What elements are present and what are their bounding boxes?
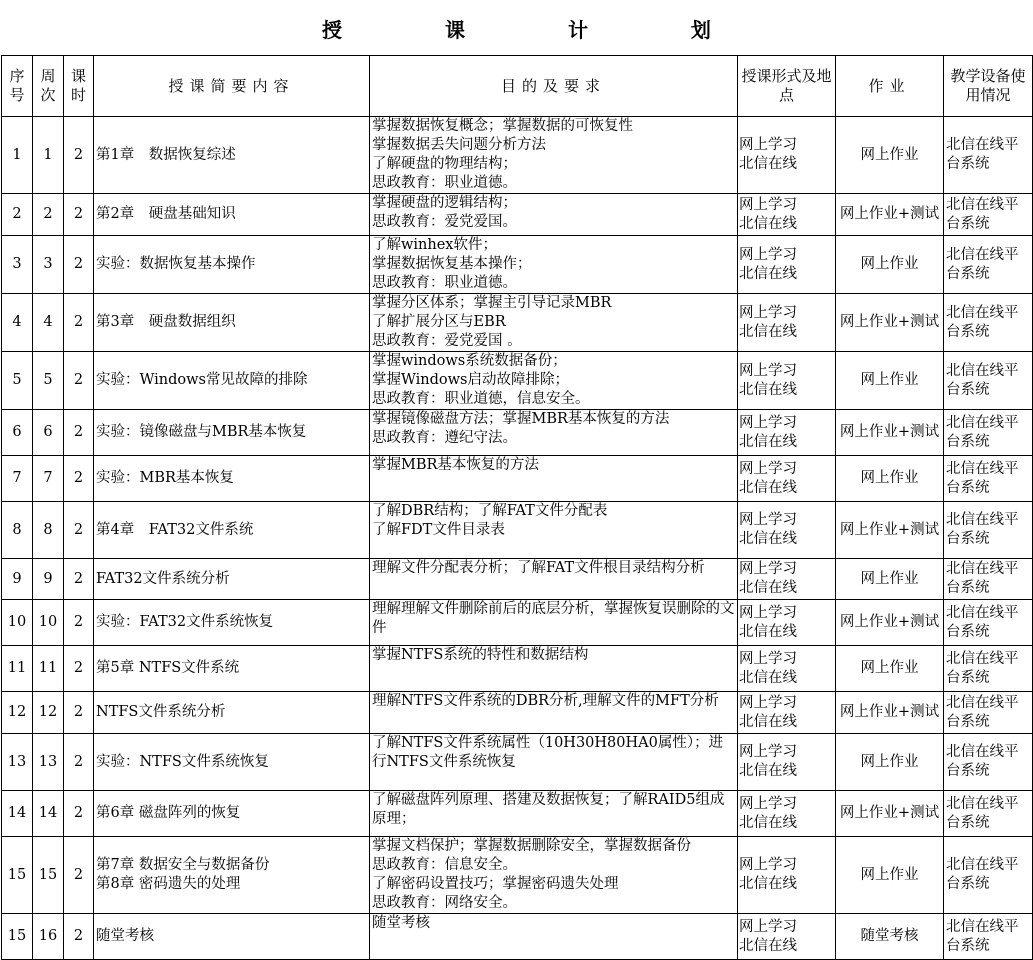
header-week: 周次: [33, 56, 64, 117]
homework-cell: 网上作业: [836, 352, 944, 410]
seq-cell: 15: [2, 914, 33, 960]
content-cell: 实验：镜像磁盘与MBR基本恢复: [94, 410, 370, 456]
form-cell: 网上学习 北信在线: [738, 194, 836, 236]
seq-cell: 10: [2, 600, 33, 646]
device-cell: 北信在线平台系统: [944, 734, 1033, 791]
content-cell: 第4章 FAT32文件系统: [94, 502, 370, 559]
week-cell: 3: [33, 236, 64, 294]
week-cell: 4: [33, 294, 64, 352]
homework-cell: 网上作业+测试: [836, 194, 944, 236]
hours-cell: 2: [64, 692, 94, 734]
content-cell: 第2章 硬盘基础知识: [94, 194, 370, 236]
homework-cell: 网上作业: [836, 117, 944, 194]
device-cell: 北信在线平台系统: [944, 236, 1033, 294]
table-row: [2, 294, 1033, 352]
table-row: [2, 352, 1033, 410]
form-cell: 网上学习 北信在线: [738, 236, 836, 294]
homework-cell: 网上作业: [836, 236, 944, 294]
goal-cell: 了解winhex软件； 掌握数据恢复基本操作； 思政教育：职业道德。: [370, 236, 738, 294]
device-cell: 北信在线平台系统: [944, 692, 1033, 734]
form-cell: 网上学习 北信在线: [738, 734, 836, 791]
table-row: [2, 236, 1033, 294]
header-seq: 序号: [2, 56, 33, 117]
header-form: 授课形式及地点: [738, 56, 836, 117]
hours-cell: 2: [64, 837, 94, 914]
hours-cell: 2: [64, 117, 94, 194]
seq-cell: 8: [2, 502, 33, 559]
goal-cell: 掌握镜像磁盘方法；掌握MBR基本恢复的方法 思政教育：遵纪守法。: [370, 410, 738, 456]
hours-cell: 2: [64, 734, 94, 791]
table-row: [2, 117, 1033, 194]
goal-cell: 掌握MBR基本恢复的方法: [370, 456, 738, 502]
goal-cell: 了解磁盘阵列原理、搭建及数据恢复；了解RAID5组成原理；: [370, 791, 738, 837]
hours-cell: 2: [64, 600, 94, 646]
homework-cell: 网上作业+测试: [836, 502, 944, 559]
device-cell: 北信在线平台系统: [944, 646, 1033, 692]
content-cell: 实验：NTFS文件系统恢复: [94, 734, 370, 791]
hours-cell: 2: [64, 791, 94, 837]
form-cell: 网上学习 北信在线: [738, 692, 836, 734]
form-cell: 网上学习 北信在线: [738, 294, 836, 352]
header-goal: 目的及要求: [370, 56, 738, 117]
week-cell: 9: [33, 559, 64, 600]
homework-cell: 网上作业: [836, 837, 944, 914]
table-row: [2, 692, 1033, 734]
device-cell: 北信在线平台系统: [944, 410, 1033, 456]
goal-cell: 了解NTFS文件系统属性（10H30H80HA0属性）；进行NTFS文件系统恢复: [370, 734, 738, 791]
week-cell: 6: [33, 410, 64, 456]
hours-cell: 2: [64, 502, 94, 559]
homework-cell: 网上作业+测试: [836, 692, 944, 734]
device-cell: 北信在线平台系统: [944, 837, 1033, 914]
hours-cell: 2: [64, 646, 94, 692]
seq-cell: 4: [2, 294, 33, 352]
seq-cell: 6: [2, 410, 33, 456]
device-cell: 北信在线平台系统: [944, 600, 1033, 646]
seq-cell: 15: [2, 837, 33, 914]
form-cell: 网上学习 北信在线: [738, 837, 836, 914]
week-cell: 10: [33, 600, 64, 646]
homework-cell: 网上作业: [836, 646, 944, 692]
goal-cell: 理解NTFS文件系统的DBR分析,理解文件的MFT分析: [370, 692, 738, 734]
device-cell: 北信在线平台系统: [944, 559, 1033, 600]
hours-cell: 2: [64, 194, 94, 236]
goal-cell: 掌握分区体系；掌握主引导记录MBR 了解扩展分区与EBR 思政教育：爱党爱国 。: [370, 294, 738, 352]
homework-cell: 网上作业+测试: [836, 600, 944, 646]
goal-cell: 掌握数据恢复概念；掌握数据的可恢复性 掌握数据丢失问题分析方法 了解硬盘的物理结构； 思政教育：职业道德。: [370, 117, 738, 194]
header-homework: 作业: [836, 56, 944, 117]
form-cell: 网上学习 北信在线: [738, 117, 836, 194]
form-cell: 网上学习 北信在线: [738, 914, 836, 960]
hours-cell: 2: [64, 352, 94, 410]
table-row: [2, 194, 1033, 236]
content-cell: 第6章 磁盘阵列的恢复: [94, 791, 370, 837]
content-cell: 实验：数据恢复基本操作: [94, 236, 370, 294]
device-cell: 北信在线平台系统: [944, 194, 1033, 236]
table-row: [2, 600, 1033, 646]
table-row: [2, 456, 1033, 502]
header-hours: 课时: [64, 56, 94, 117]
content-cell: 第3章 硬盘数据组织: [94, 294, 370, 352]
table-row: [2, 410, 1033, 456]
week-cell: 2: [33, 194, 64, 236]
device-cell: 北信在线平台系统: [944, 294, 1033, 352]
content-cell: FAT32文件系统分析: [94, 559, 370, 600]
homework-cell: 网上作业+测试: [836, 294, 944, 352]
hours-cell: 2: [64, 456, 94, 502]
content-cell: 第5章 NTFS文件系统: [94, 646, 370, 692]
form-cell: 网上学习 北信在线: [738, 352, 836, 410]
homework-cell: 网上作业+测试: [836, 791, 944, 837]
goal-cell: 掌握NTFS系统的特性和数据结构: [370, 646, 738, 692]
table-row: [2, 502, 1033, 559]
week-cell: 14: [33, 791, 64, 837]
week-cell: 11: [33, 646, 64, 692]
page-title: 授 课 计 划: [322, 18, 759, 42]
homework-cell: 网上作业: [836, 734, 944, 791]
form-cell: 网上学习 北信在线: [738, 410, 836, 456]
hours-cell: 2: [64, 410, 94, 456]
content-cell: NTFS文件系统分析: [94, 692, 370, 734]
header-row: [2, 56, 1033, 117]
goal-cell: 掌握windows系统数据备份； 掌握Windows启动故障排除； 思政教育：职业道德，信息安全。: [370, 352, 738, 410]
device-cell: 北信在线平台系统: [944, 502, 1033, 559]
hours-cell: 2: [64, 294, 94, 352]
form-cell: 网上学习 北信在线: [738, 456, 836, 502]
header-content: 授课简要内容: [94, 56, 370, 117]
form-cell: 网上学习 北信在线: [738, 559, 836, 600]
week-cell: 1: [33, 117, 64, 194]
form-cell: 网上学习 北信在线: [738, 600, 836, 646]
seq-cell: 7: [2, 456, 33, 502]
homework-cell: 网上作业: [836, 559, 944, 600]
seq-cell: 13: [2, 734, 33, 791]
homework-cell: 网上作业+测试: [836, 410, 944, 456]
content-cell: 第7章 数据安全与数据备份 第8章 密码遗失的处理: [94, 837, 370, 914]
table-row: [2, 646, 1033, 692]
table-row: [2, 791, 1033, 837]
seq-cell: 12: [2, 692, 33, 734]
content-cell: 随堂考核: [94, 914, 370, 960]
form-cell: 网上学习 北信在线: [738, 646, 836, 692]
table-row: [2, 837, 1033, 914]
header-device: 教学设备使用情况: [944, 56, 1033, 117]
week-cell: 16: [33, 914, 64, 960]
seq-cell: 3: [2, 236, 33, 294]
device-cell: 北信在线平台系统: [944, 117, 1033, 194]
seq-cell: 9: [2, 559, 33, 600]
device-cell: 北信在线平台系统: [944, 456, 1033, 502]
week-cell: 13: [33, 734, 64, 791]
teaching-plan-table: [1, 55, 1033, 960]
content-cell: 第1章 数据恢复综述: [94, 117, 370, 194]
device-cell: 北信在线平台系统: [944, 352, 1033, 410]
goal-cell: 掌握文档保护；掌握数据删除安全，掌握数据备份 思政教育：信息安全。 了解密码设置技巧；掌握密码遗失处理 思政教育：网络安全。: [370, 837, 738, 914]
week-cell: 7: [33, 456, 64, 502]
content-cell: 实验：Windows常见故障的排除: [94, 352, 370, 410]
goal-cell: 了解DBR结构；了解FAT文件分配表 了解FDT文件目录表: [370, 502, 738, 559]
seq-cell: 5: [2, 352, 33, 410]
seq-cell: 1: [2, 117, 33, 194]
goal-cell: 理解文件分配表分析；了解FAT文件根目录结构分析: [370, 559, 738, 600]
form-cell: 网上学习 北信在线: [738, 791, 836, 837]
week-cell: 12: [33, 692, 64, 734]
week-cell: 8: [33, 502, 64, 559]
table-row: [2, 559, 1033, 600]
hours-cell: 2: [64, 236, 94, 294]
seq-cell: 2: [2, 194, 33, 236]
table-row: [2, 914, 1033, 960]
hours-cell: 2: [64, 914, 94, 960]
form-cell: 网上学习 北信在线: [738, 502, 836, 559]
seq-cell: 14: [2, 791, 33, 837]
hours-cell: 2: [64, 559, 94, 600]
goal-cell: 随堂考核: [370, 914, 738, 960]
goal-cell: 理解理解文件删除前后的底层分析，掌握恢复误删除的文件: [370, 600, 738, 646]
week-cell: 15: [33, 837, 64, 914]
homework-cell: 网上作业: [836, 456, 944, 502]
seq-cell: 11: [2, 646, 33, 692]
device-cell: 北信在线平台系统: [944, 791, 1033, 837]
week-cell: 5: [33, 352, 64, 410]
homework-cell: 随堂考核: [836, 914, 944, 960]
goal-cell: 掌握硬盘的逻辑结构； 思政教育：爱党爱国。: [370, 194, 738, 236]
content-cell: 实验：MBR基本恢复: [94, 456, 370, 502]
content-cell: 实验：FAT32文件系统恢复: [94, 600, 370, 646]
device-cell: 北信在线平台系统: [944, 914, 1033, 960]
table-row: [2, 734, 1033, 791]
